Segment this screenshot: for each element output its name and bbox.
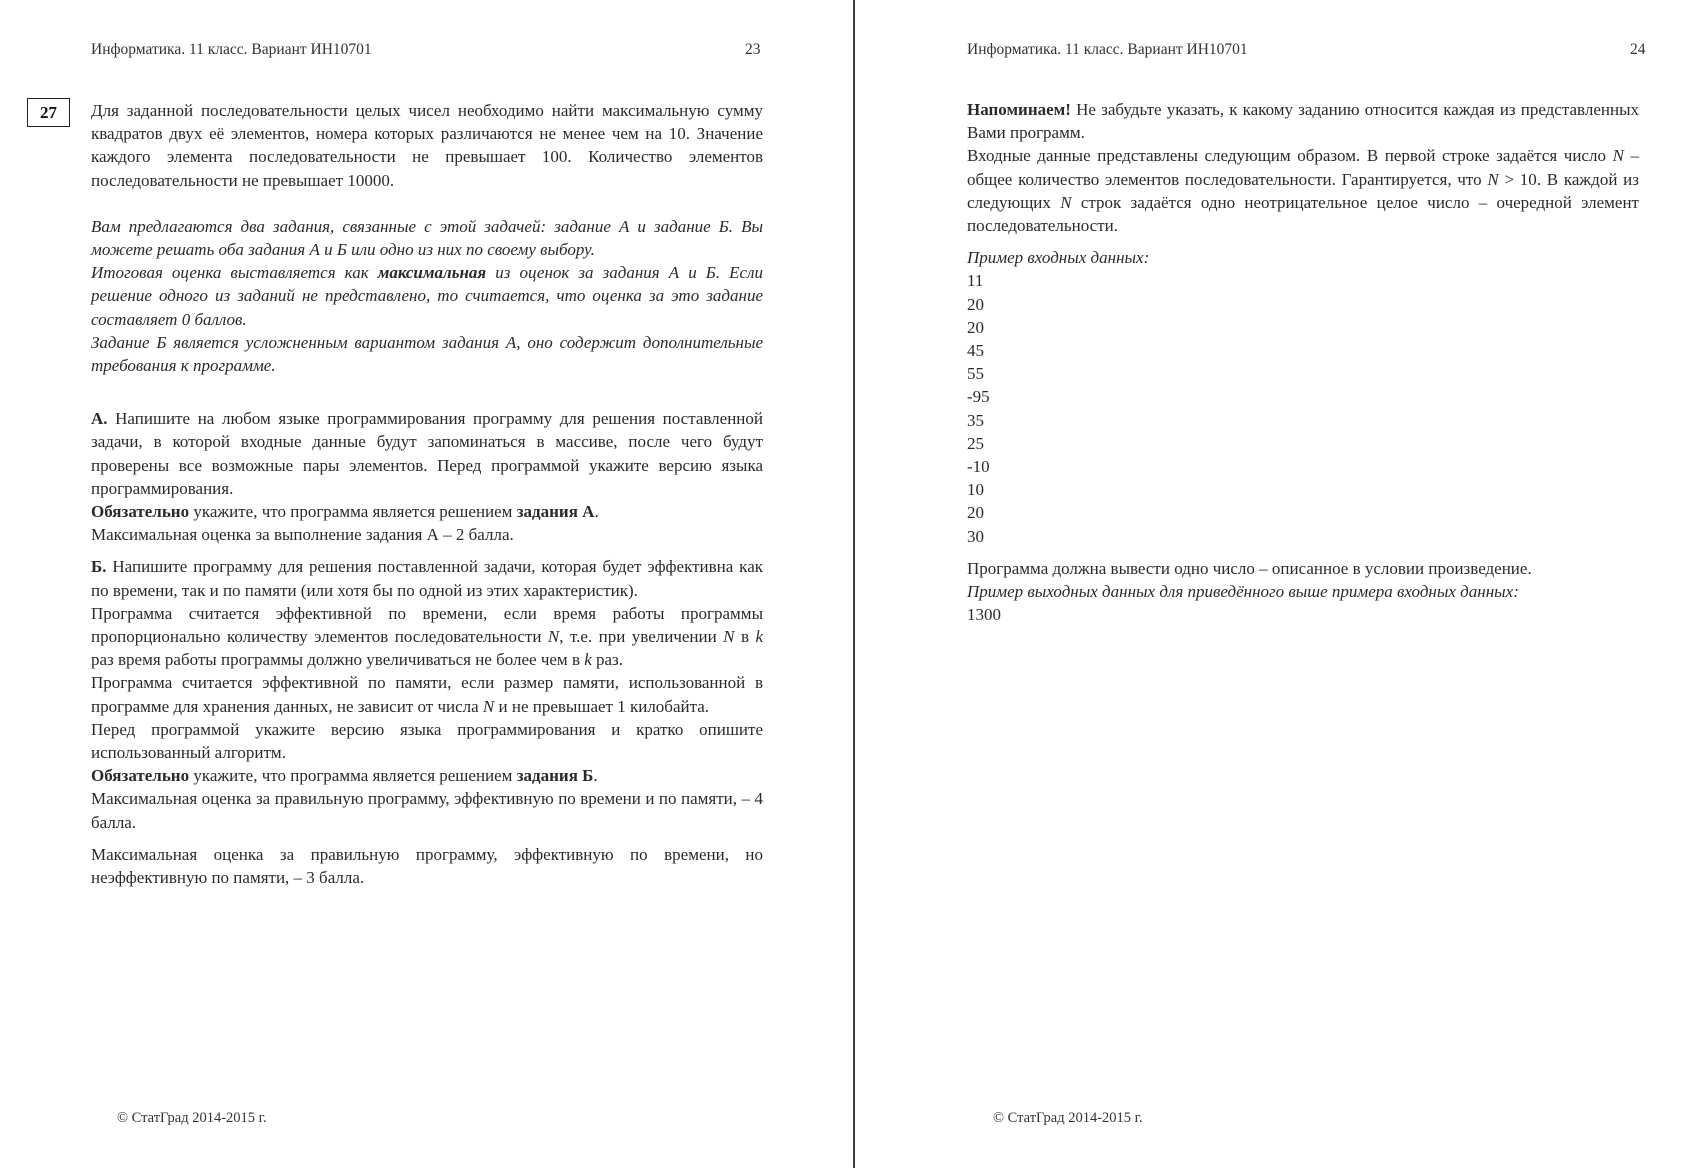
task-b-mandatory-note: Обязательно укажите, что программа является решением задания Б. <box>91 766 598 786</box>
spread-divider <box>853 0 855 1168</box>
sample-output-value: 1300 <box>967 605 1001 625</box>
page-left <box>0 0 852 1168</box>
grading-paragraph: Итоговая оценка выставляется как максимальная из оценок за задания А и Б. Если решение одного из заданий не представлено, то считается, что оценка за это задание составляет 0 баллов. <box>91 263 763 329</box>
task-b-version-note: Перед программой укажите версию языка программирования и кратко опишите использованный алгоритм. <box>91 719 763 763</box>
sample-input-line: 55 <box>967 364 984 384</box>
task-a-mandatory-note: Обязательно укажите, что программа является решением задания А. <box>91 502 599 522</box>
intro-paragraph: Вам предлагаются два задания, связанные с этой задачей: задание А и задание Б. Вы можете решать оба задания А и Б или одно из них по своему выбору. <box>91 216 763 260</box>
task-a-paragraph: А. Напишите на любом языке программирования программу для решения поставленной задачи, в которой входные данные будут запоминаться в массиве, после чего будут проверены все возможные пары элементов. Перед программой укажите версию языка программирования. <box>91 409 763 498</box>
sample-input-label: Пример входных данных: <box>967 248 1150 268</box>
output-description: Программа должна вывести одно число – описанное в условии произведение. <box>967 558 1532 578</box>
reminder-paragraph: Напоминаем! Не забудьте указать, к какому заданию относится каждая из представленных Вами программ. <box>967 100 1639 143</box>
sample-input-list <box>967 269 1639 547</box>
sample-input-line: 35 <box>967 410 984 430</box>
sample-input-line: 30 <box>967 526 984 546</box>
task-number-box: 27 <box>27 98 70 127</box>
input-description: Входные данные представлены следующим образом. В первой строке задаётся число N – общее количество элементов последовательности. Гарантируется, что N > 10. В каждой из следующих N строк задаётся одно неотрицательное целое число – очередной элемент последовательности. <box>967 146 1640 236</box>
sample-input-line: -10 <box>967 457 990 477</box>
page-number: 24 <box>1630 41 1646 58</box>
task-b-note: Задание Б является усложненным вариантом задания А, оно содержит дополнительные требования к программе. <box>91 332 763 376</box>
sample-input-line: -95 <box>967 387 990 407</box>
page-number: 23 <box>745 41 761 58</box>
task-b-max-score-3: Максимальная оценка за правильную программу, эффективную по времени, но неэффективную по памяти, – 3 балла. <box>91 844 763 888</box>
task-a-max-score: Максимальная оценка за выполнение задания А – 2 балла. <box>91 525 514 545</box>
page-footer: © СтатГрад 2014-2015 г. <box>993 1110 1143 1126</box>
task-b-paragraph: Б. Напишите программу для решения поставленной задачи, которая будет эффективна как по времени, так и по памяти (или хотя бы по одной из этих характеристик). <box>91 557 763 600</box>
task-b-time-efficiency: Программа считается эффективной по времени, если время работы программы пропорционально количеству элементов последовательности N, т.е. при увеличении N в k раз время работы программы должно увеличиваться не более чем в k раз. <box>91 603 763 670</box>
sample-input-line: 20 <box>967 317 984 337</box>
task-text-column <box>91 99 763 889</box>
sample-output-label: Пример выходных данных для приведённого выше примера входных данных: <box>967 582 1519 602</box>
page-footer: © СтатГрад 2014-2015 г. <box>117 1110 267 1126</box>
sample-input-line: 25 <box>967 433 984 453</box>
sample-input-line: 10 <box>967 480 984 500</box>
continuation-column <box>967 98 1639 626</box>
sample-input-line: 11 <box>967 271 984 291</box>
running-header: Информатика. 11 класс. Вариант ИН10701 <box>91 41 372 58</box>
page-right <box>856 0 1708 1168</box>
task-b-memory-efficiency: Программа считается эффективной по памяти, если размер памяти, использованной в программе для хранения данных, не зависит от числа N и не превышает 1 килобайта. <box>91 673 763 716</box>
sample-input-line: 20 <box>967 503 984 523</box>
task-b-max-score-4: Максимальная оценка за правильную программу, эффективную по времени и по памяти, – 4 балла. <box>91 789 763 832</box>
task-statement: Для заданной последовательности целых чисел необходимо найти максимальную сумму квадратов двух её элементов, номера которых различаются не менее чем на 10. Значение каждого элемента последовательности не превышает 100. Количество элементов последовательности не превышает 10000. <box>91 101 763 190</box>
sample-input-line: 45 <box>967 341 984 361</box>
running-header: Информатика. 11 класс. Вариант ИН10701 <box>967 41 1248 58</box>
sample-input-line: 20 <box>967 294 984 314</box>
